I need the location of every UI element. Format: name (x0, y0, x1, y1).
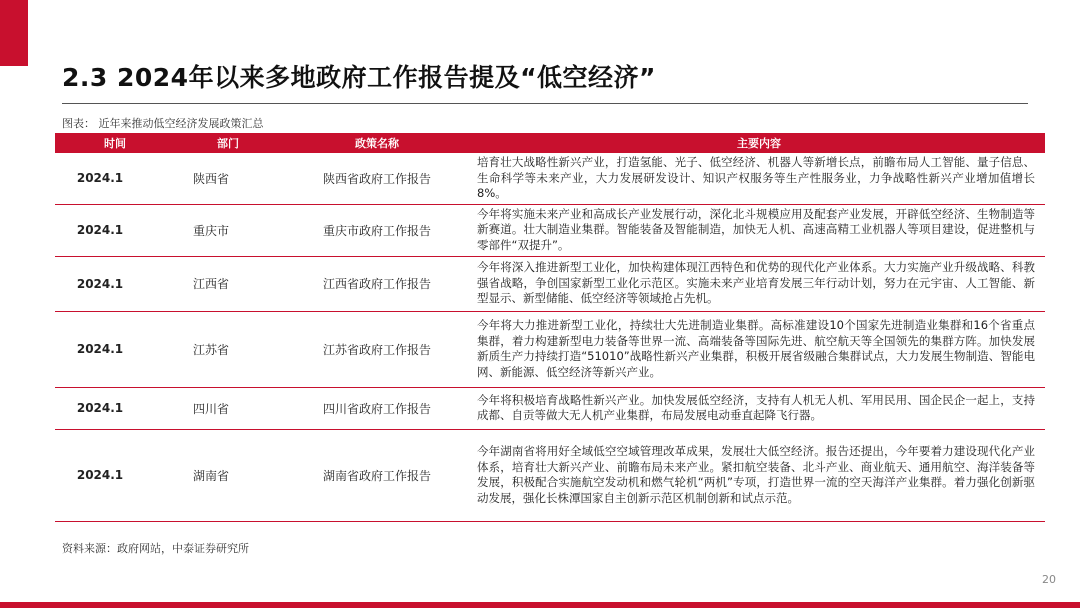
header-time: 时间 (55, 133, 175, 153)
source-note: 资料来源：政府网站，中泰证券研究所 (62, 542, 249, 555)
cell-time: 2024.1 (55, 311, 175, 387)
table-header-row (55, 133, 1045, 153)
cell-time: 2024.1 (55, 204, 175, 256)
cell-dept: 重庆市 (175, 204, 281, 256)
cell-content: 今年将深入推进新型工业化，加快构建体现江西特色和优势的现代化产业体系。大力实施产业升级战略、科教强省战略，争创国家新型工业化示范区。实施未来产业培育发展三年行动计划，努力在元宇宙、人工智能、新型显示、新型储能、低空经济等领域抢占先机。 (473, 256, 1045, 311)
table-row (55, 256, 1045, 311)
cell-dept: 江苏省 (175, 311, 281, 387)
table-row (55, 153, 1045, 204)
cell-time: 2024.1 (55, 429, 175, 521)
cell-dept: 四川省 (175, 387, 281, 429)
table-row (55, 311, 1045, 387)
cell-policy-name: 陕西省政府工作报告 (281, 153, 473, 204)
cell-content: 今年湖南省将用好全域低空空域管理改革成果，发展壮大低空经济。报告还提出，今年要着力建设现代化产业体系，培育壮大新兴产业、前瞻布局未来产业。紧扣航空装备、北斗产业、商业航天、通用航空、海洋装备等发展，积极配合实施航空发动机和燃气轮机“两机”专项，打造世界一流的空天海洋产业集群。着力强化创新驱动发展，强化长株潭国家自主创新示范区机制创新和试点示范。 (473, 429, 1045, 521)
header-content: 主要内容 (473, 133, 1045, 153)
cell-policy-name: 江苏省政府工作报告 (281, 311, 473, 387)
policy-table (55, 133, 1045, 522)
bottom-accent-bar (0, 602, 1080, 608)
header-policy-name: 政策名称 (281, 133, 473, 153)
page-number: 20 (1042, 573, 1056, 586)
cell-content: 培育壮大战略性新兴产业，打造氢能、光子、低空经济、机器人等新增长点，前瞻布局人工智能、量子信息、生命科学等未来产业，大力发展研发设计、知识产权服务等生产性服务业，力争战略性新兴产业增加值增长8%。 (473, 153, 1045, 204)
cell-policy-name: 江西省政府工作报告 (281, 256, 473, 311)
cell-content: 今年将积极培育战略性新兴产业。加快发展低空经济，支持有人机无人机、军用民用、国企民企一起上，支持成都、自贡等做大无人机产业集群，布局发展电动垂直起降飞行器。 (473, 387, 1045, 429)
table-row (55, 429, 1045, 521)
cell-dept: 湖南省 (175, 429, 281, 521)
cell-content: 今年将实施未来产业和高成长产业发展行动，深化北斗规模应用及配套产业发展，开辟低空经济、生物制造等新赛道。壮大制造业集群。智能装备及智能制造，加快无人机、高速高精工业机器人等项目建设，促进整机与零部件“双提升”。 (473, 204, 1045, 256)
cell-policy-name: 四川省政府工作报告 (281, 387, 473, 429)
cell-time: 2024.1 (55, 387, 175, 429)
cell-content: 今年将大力推进新型工业化，持续壮大先进制造业集群。高标准建设10个国家先进制造业集群和16个省重点集群，着力构建新型电力装备等世界一流、高端装备等国际先进、航空航天等全国领先的集群方阵。加快发展新质生产力持续打造“51010”战略性新兴产业集群，积极开展省级融合集群试点，大力发展生物制造、智能电网、新能源、低空经济等新兴产业。 (473, 311, 1045, 387)
title-divider (62, 103, 1028, 104)
header-dept: 部门 (175, 133, 281, 153)
cell-policy-name: 湖南省政府工作报告 (281, 429, 473, 521)
table-caption: 图表： 近年来推动低空经济发展政策汇总 (62, 117, 264, 130)
table-row (55, 387, 1045, 429)
cell-dept: 陕西省 (175, 153, 281, 204)
cell-policy-name: 重庆市政府工作报告 (281, 204, 473, 256)
table-row (55, 204, 1045, 256)
cell-time: 2024.1 (55, 256, 175, 311)
cell-time: 2024.1 (55, 153, 175, 204)
accent-bar (0, 0, 28, 66)
page-title: 2.3 2024年以来多地政府工作报告提及“低空经济” (62, 63, 656, 92)
cell-dept: 江西省 (175, 256, 281, 311)
